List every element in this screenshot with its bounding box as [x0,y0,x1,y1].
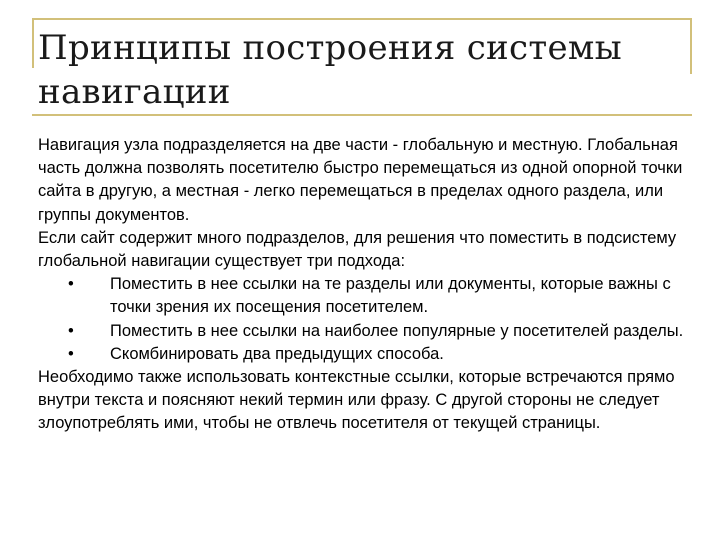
bullet-text: Поместить в нее ссылки на наиболее популярные у посетителей разделы. [110,321,684,340]
paragraph-intro: Навигация узла подразделяется на две части - глобальную и местную. Глобальная часть должна позволять посетителю быстро перемещаться из одной опорной точки сайта в другую, а местная - легко перемещаться в пределах одного раздела, или группы документов. [38,136,683,224]
bullet-item [38,320,698,343]
title-line-2: навигации [38,72,231,112]
bullet-dot: • [68,344,74,363]
frame-top-line [32,18,692,20]
frame-left-line [32,18,34,68]
bullet-dot: • [68,321,74,340]
frame-right-line [690,18,692,74]
bullet-text: Скомбинировать два предыдущих способа. [110,344,444,363]
paragraph-closing: Необходимо также использовать контекстные ссылки, которые встречаются прямо внутри текста и поясняют некий термин или фразу. С другой стороны не следует злоупотреблять ими, чтобы не отвлечь посетителя от текущей страницы. [38,368,675,433]
bullet-dot: • [68,275,74,294]
bullet-item [38,273,698,319]
bullet-item [38,343,698,366]
paragraph-approaches: Если сайт содержит много подразделов, для решения что поместить в подсистему глобальной навигации существует три подхода: [38,228,677,271]
title-line-1: Принципы построения системы [38,28,622,68]
slide-title [38,26,678,114]
bullet-text: Поместить в нее ссылки на те разделы или документы, которые важны с точки зрения их посещения посетителем. [110,275,671,317]
slide-body [38,134,698,436]
title-underline [32,114,692,116]
